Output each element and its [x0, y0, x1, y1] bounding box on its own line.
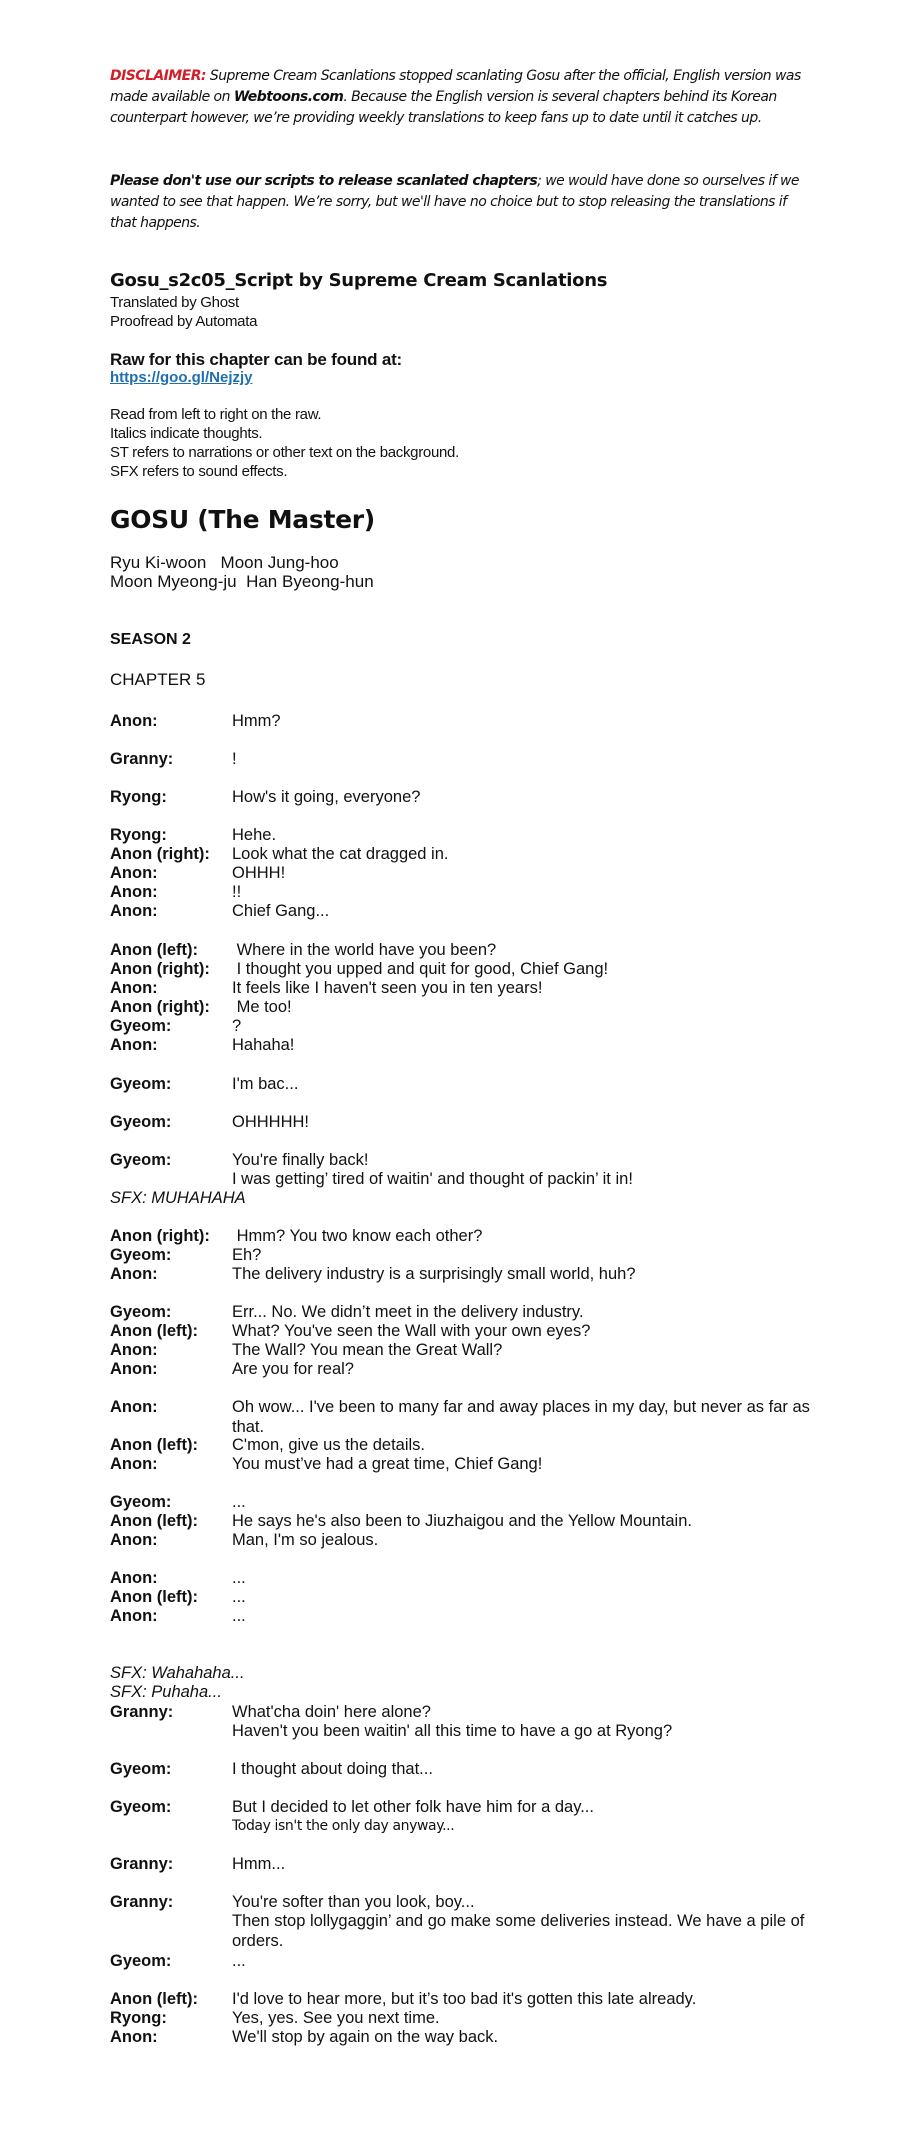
speaker-name: Gyeom: [110, 1113, 172, 1131]
speaker-name: Granny: [110, 1703, 174, 1721]
dialogue-line [110, 1569, 810, 1589]
speaker-name: Anon: [110, 1341, 158, 1359]
speaker-name: Anon: [110, 1265, 158, 1283]
proofreader-credit: Proofread by Automata [110, 313, 258, 330]
speaker-name: Anon (left): [110, 1990, 198, 2008]
dialogue-text: But I decided to let other folk have him for a day... [232, 1798, 594, 1816]
dialogue-line [110, 1855, 810, 1875]
dialogue-line [110, 750, 810, 770]
dialogue-text: ... [232, 1493, 246, 1511]
dialogue-line [110, 1893, 810, 1913]
dialogue-line [110, 979, 810, 999]
speaker-name: Anon: [110, 1360, 158, 1378]
dialogue-text: I thought about doing that... [232, 1760, 433, 1778]
dialogue-line [110, 1227, 810, 1247]
dialogue-text: You're finally back! [232, 1151, 369, 1169]
speaker-name: Anon (right): [110, 1227, 210, 1245]
script-title: Gosu_s2c05_Script by Supreme Cream Scanlations [110, 270, 608, 291]
season-heading: SEASON 2 [110, 631, 191, 648]
note-st: ST refers to narrations or other text on the background. [110, 444, 459, 461]
dialogue-line [110, 1341, 810, 1361]
speaker-name: Anon: [110, 864, 158, 882]
dialogue-continuation: Then stop lollygaggin’ and go make some deliveries instead. We have a pile of orders. [232, 1912, 805, 1950]
dialogue-text: The delivery industry is a surprisingly small world, huh? [232, 1265, 636, 1283]
dialogue-text: What'cha doin' here alone? [232, 1703, 431, 1721]
speaker-name: Anon (right): [110, 998, 210, 1016]
dialogue-line [110, 1512, 810, 1532]
dialogue-line [110, 826, 810, 846]
dialogue-line [110, 1322, 810, 1342]
dialogue-line [110, 960, 810, 980]
speaker-name: Anon: [110, 1455, 158, 1473]
dialogue-text: Oh wow... I've been to many far and away places in my day, but never as far as that. [232, 1398, 815, 1436]
dialogue-text: Err... No. We didn’t meet in the delivery industry. [232, 1303, 584, 1321]
disclaimer-warning: Please don't use our scripts to release scanlated chapters [110, 173, 538, 189]
dialogue-line [110, 1703, 810, 1723]
speaker-name: Anon: [110, 1531, 158, 1549]
dialogue-text: Hehe. [232, 826, 277, 844]
dialogue-text: ... [232, 1952, 246, 1970]
speaker-name: Gyeom: [110, 1952, 172, 1970]
dialogue-line [110, 1760, 810, 1780]
dialogue-text: You must’ve had a great time, Chief Gang! [232, 1455, 543, 1473]
speaker-name: Anon (left): [110, 1322, 198, 1340]
dialogue-text: Yes, yes. See you next time. [232, 2009, 440, 2027]
dialogue-text: Are you for real? [232, 1360, 354, 1378]
speaker-name: Gyeom: [110, 1303, 172, 1321]
dialogue-line [110, 998, 810, 1018]
speaker-name: Gyeom: [110, 1246, 172, 1264]
speaker-name: Gyeom: [110, 1760, 172, 1778]
dialogue-text: The Wall? You mean the Great Wall? [232, 1341, 503, 1359]
dialogue-line [110, 1151, 810, 1171]
dialogue-text: Where in the world have you been? [232, 941, 497, 959]
speaker-name: Gyeom: [110, 1493, 172, 1511]
dialogue-text: Me too! [232, 998, 292, 1016]
sfx-line: SFX: Puhaha... [110, 1683, 222, 1701]
dialogue-line [110, 788, 810, 808]
speaker-name: Anon (right): [110, 960, 210, 978]
dialogue-text: Hahaha! [232, 1036, 295, 1054]
creator-credits-1: Ryu Ki-woon Moon Jung-hoo [110, 553, 339, 572]
dialogue-text: How's it going, everyone? [232, 788, 421, 806]
dialogue-line [110, 1360, 810, 1380]
dialogue-line [110, 845, 810, 865]
speaker-name: Ryong: [110, 2009, 167, 2027]
dialogue-text: C'mon, give us the details. [232, 1436, 425, 1454]
dialogue-text: It feels like I haven't seen you in ten years! [232, 979, 543, 997]
dialogue-text: ! [232, 750, 237, 768]
speaker-name: Anon: [110, 712, 158, 730]
dialogue-text: OHHH! [232, 864, 286, 882]
note-sfx: SFX refers to sound effects. [110, 463, 288, 480]
dialogue-line [110, 1798, 810, 1818]
dialogue-text: Eh? [232, 1246, 262, 1264]
dialogue-text: Hmm? [232, 712, 281, 730]
sfx-line: SFX: MUHAHAHA [110, 1189, 246, 1207]
dialogue-text: I thought you upped and quit for good, Chief Gang! [232, 960, 609, 978]
dialogue-continuation: I was getting’ tired of waitin' and thought of packin’ it in! [232, 1170, 633, 1188]
speaker-name: Granny: [110, 750, 174, 768]
dialogue-line [110, 1398, 815, 1437]
speaker-name: Granny: [110, 1855, 174, 1873]
speaker-name: Anon (right): [110, 845, 210, 863]
dialogue-line [110, 1531, 810, 1551]
speaker-name: Anon (left): [110, 941, 198, 959]
speaker-name: Gyeom: [110, 1151, 172, 1169]
dialogue-continuation: Haven't you been waitin' all this time to have a go at Ryong? [232, 1722, 673, 1740]
speaker-name: Anon: [110, 883, 158, 901]
speaker-name: Anon: [110, 1036, 158, 1054]
creator-credits-2: Moon Myeong-ju Han Byeong-hun [110, 572, 374, 591]
disclaimer-label: DISCLAIMER: [110, 68, 206, 84]
speaker-name: Gyeom: [110, 1017, 172, 1035]
speaker-name: Gyeom: [110, 1075, 172, 1093]
dialogue-text: Chief Gang... [232, 902, 330, 920]
dialogue-line [110, 1952, 810, 1972]
dialogue-line [110, 1588, 810, 1608]
dialogue-text: ... [232, 1569, 246, 1587]
disclaimer-text-cont: . Because the English version is several chapters behind its Korean counterpart however, we’re providing weekly translations to keep fans up to date until it catches up. [110, 89, 777, 126]
speaker-name: Ryong: [110, 826, 167, 844]
dialogue-line [110, 902, 810, 922]
dialogue-text: Hmm... [232, 1855, 286, 1873]
chapter-heading: CHAPTER 5 [110, 670, 206, 689]
dialogue-text: !! [232, 883, 242, 901]
dialogue-line [110, 941, 810, 961]
speaker-name: Granny: [110, 1893, 174, 1911]
dialogue-line [110, 1990, 810, 2010]
speaker-name: Anon (left): [110, 1512, 198, 1530]
dialogue-line [110, 864, 810, 884]
webtoons-site: Webtoons.com [233, 89, 344, 105]
raw-label: Raw for this chapter can be found at: [110, 350, 403, 369]
disclaimer-warning-rest: ; we would have done so ourselves if we wanted to see that happen. We’re sorry, but we'll have no choice but to stop releasing the translations if that happens. [110, 173, 799, 231]
disclaimer-text: Supreme Cream Scanlations stopped scanlating Gosu after the official, English version was made available on [110, 68, 801, 105]
speaker-name: Anon: [110, 902, 158, 920]
note-reading-direction: Read from left to right on the raw. [110, 406, 322, 423]
dialogue-line [110, 1493, 810, 1513]
dialogue-line [110, 1017, 810, 1037]
speaker-name: Anon: [110, 1569, 158, 1587]
dialogue-text: OHHHHH! [232, 1113, 309, 1131]
dialogue-line [110, 1246, 810, 1266]
dialogue-text: I'm bac... [232, 1075, 299, 1093]
speaker-name: Anon (left): [110, 1588, 198, 1606]
raw-link[interactable]: https://goo.gl/Nejzjy [110, 369, 253, 386]
thought-line: Today isn't the only day anyway... [232, 1818, 455, 1834]
disclaimer-paragraph-2 [110, 171, 810, 234]
dialogue-text: Hmm? You two know each other? [232, 1227, 483, 1245]
speaker-name: Anon: [110, 2028, 158, 2046]
dialogue-text: ? [232, 1017, 242, 1035]
dialogue-line [110, 712, 810, 732]
dialogue-line [110, 1265, 810, 1285]
dialogue-line [110, 1303, 810, 1323]
dialogue-text: We'll stop by again on the way back. [232, 2028, 499, 2046]
note-italics: Italics indicate thoughts. [110, 425, 263, 442]
disclaimer-paragraph-1 [110, 66, 810, 129]
translator-credit: Translated by Ghost [110, 294, 239, 311]
dialogue-line [110, 1036, 810, 1056]
speaker-name: Ryong: [110, 788, 167, 806]
dialogue-line [110, 2028, 810, 2048]
speaker-name: Anon (left): [110, 1436, 198, 1454]
speaker-name: Anon: [110, 1398, 158, 1416]
sfx-line: SFX: Wahahaha... [110, 1664, 245, 1682]
dialogue-text: You're softer than you look, boy... [232, 1893, 475, 1911]
dialogue-text: He says he's also been to Jiuzhaigou and the Yellow Mountain. [232, 1512, 692, 1530]
dialogue-line [110, 1075, 810, 1095]
dialogue-text: ... [232, 1588, 246, 1606]
dialogue-line [110, 1436, 810, 1456]
speaker-name: Anon: [110, 979, 158, 997]
dialogue-text: ... [232, 1607, 246, 1625]
dialogue-text: I'd love to hear more, but it’s too bad it's gotten this late already. [232, 1990, 697, 2008]
dialogue-line [110, 1113, 810, 1133]
dialogue-line [110, 1455, 810, 1475]
dialogue-line [110, 883, 810, 903]
dialogue-line [110, 2009, 810, 2029]
work-title: GOSU (The Master) [110, 505, 375, 534]
dialogue-text: Look what the cat dragged in. [232, 845, 449, 863]
speaker-name: Gyeom: [110, 1798, 172, 1816]
speaker-name: Anon: [110, 1607, 158, 1625]
dialogue-text: Man, I'm so jealous. [232, 1531, 379, 1549]
dialogue-line [110, 1607, 810, 1627]
dialogue-text: What? You've seen the Wall with your own eyes? [232, 1322, 591, 1340]
